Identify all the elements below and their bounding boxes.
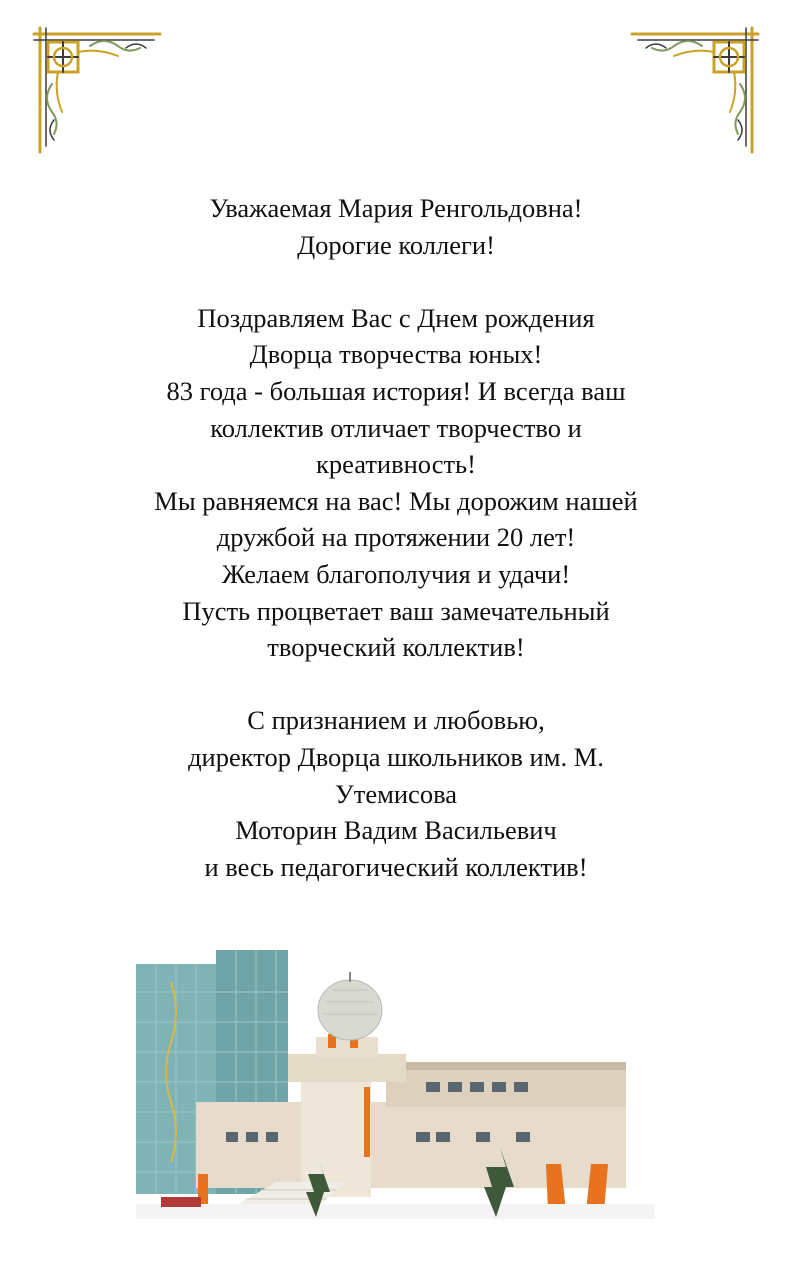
celtic-knot-corner-icon [626, 24, 762, 156]
salutation-line: Дорогие коллеги! [297, 229, 495, 260]
celtic-knot-corner-icon [30, 24, 166, 156]
signature-line: Утемисова [335, 778, 457, 809]
body-line: креативность! [316, 449, 476, 480]
body-line: творческий коллектив! [267, 632, 525, 663]
signature-line: С признанием и любовью, [247, 705, 545, 736]
body-line: коллектив отличает творчество и [210, 412, 582, 443]
body-line: 83 года - большая история! И всегда ваш [166, 375, 626, 406]
salutation-line: Уважаемая Мария Ренгольдовна! [209, 193, 583, 223]
body-line: дружбой на протяжении 20 лет! [216, 522, 576, 553]
paragraph-gap [60, 666, 732, 703]
body-line: Пусть процветает ваш замечательный [182, 595, 610, 626]
body-line: Дворца творчества юных! [249, 339, 543, 370]
greeting-letter [60, 190, 732, 885]
ornament-corner-top-right [626, 24, 762, 156]
palace-building-photo [136, 942, 655, 1219]
building-illustration [136, 942, 655, 1219]
signature-line: и весь педагогический коллектив! [204, 851, 588, 882]
paragraph-gap [60, 263, 732, 300]
signature-line: Моторин Вадим Васильевич [235, 815, 557, 846]
body-line: Поздравляем Вас с Днем рождения [197, 302, 595, 333]
body-line: Мы равняемся на вас! Мы дорожим нашей [154, 485, 638, 516]
body-line: Желаем благополучия и удачи! [221, 558, 571, 589]
ornament-corner-top-left [30, 24, 166, 156]
signature-line: директор Дворца школьников им. М. [188, 741, 604, 772]
